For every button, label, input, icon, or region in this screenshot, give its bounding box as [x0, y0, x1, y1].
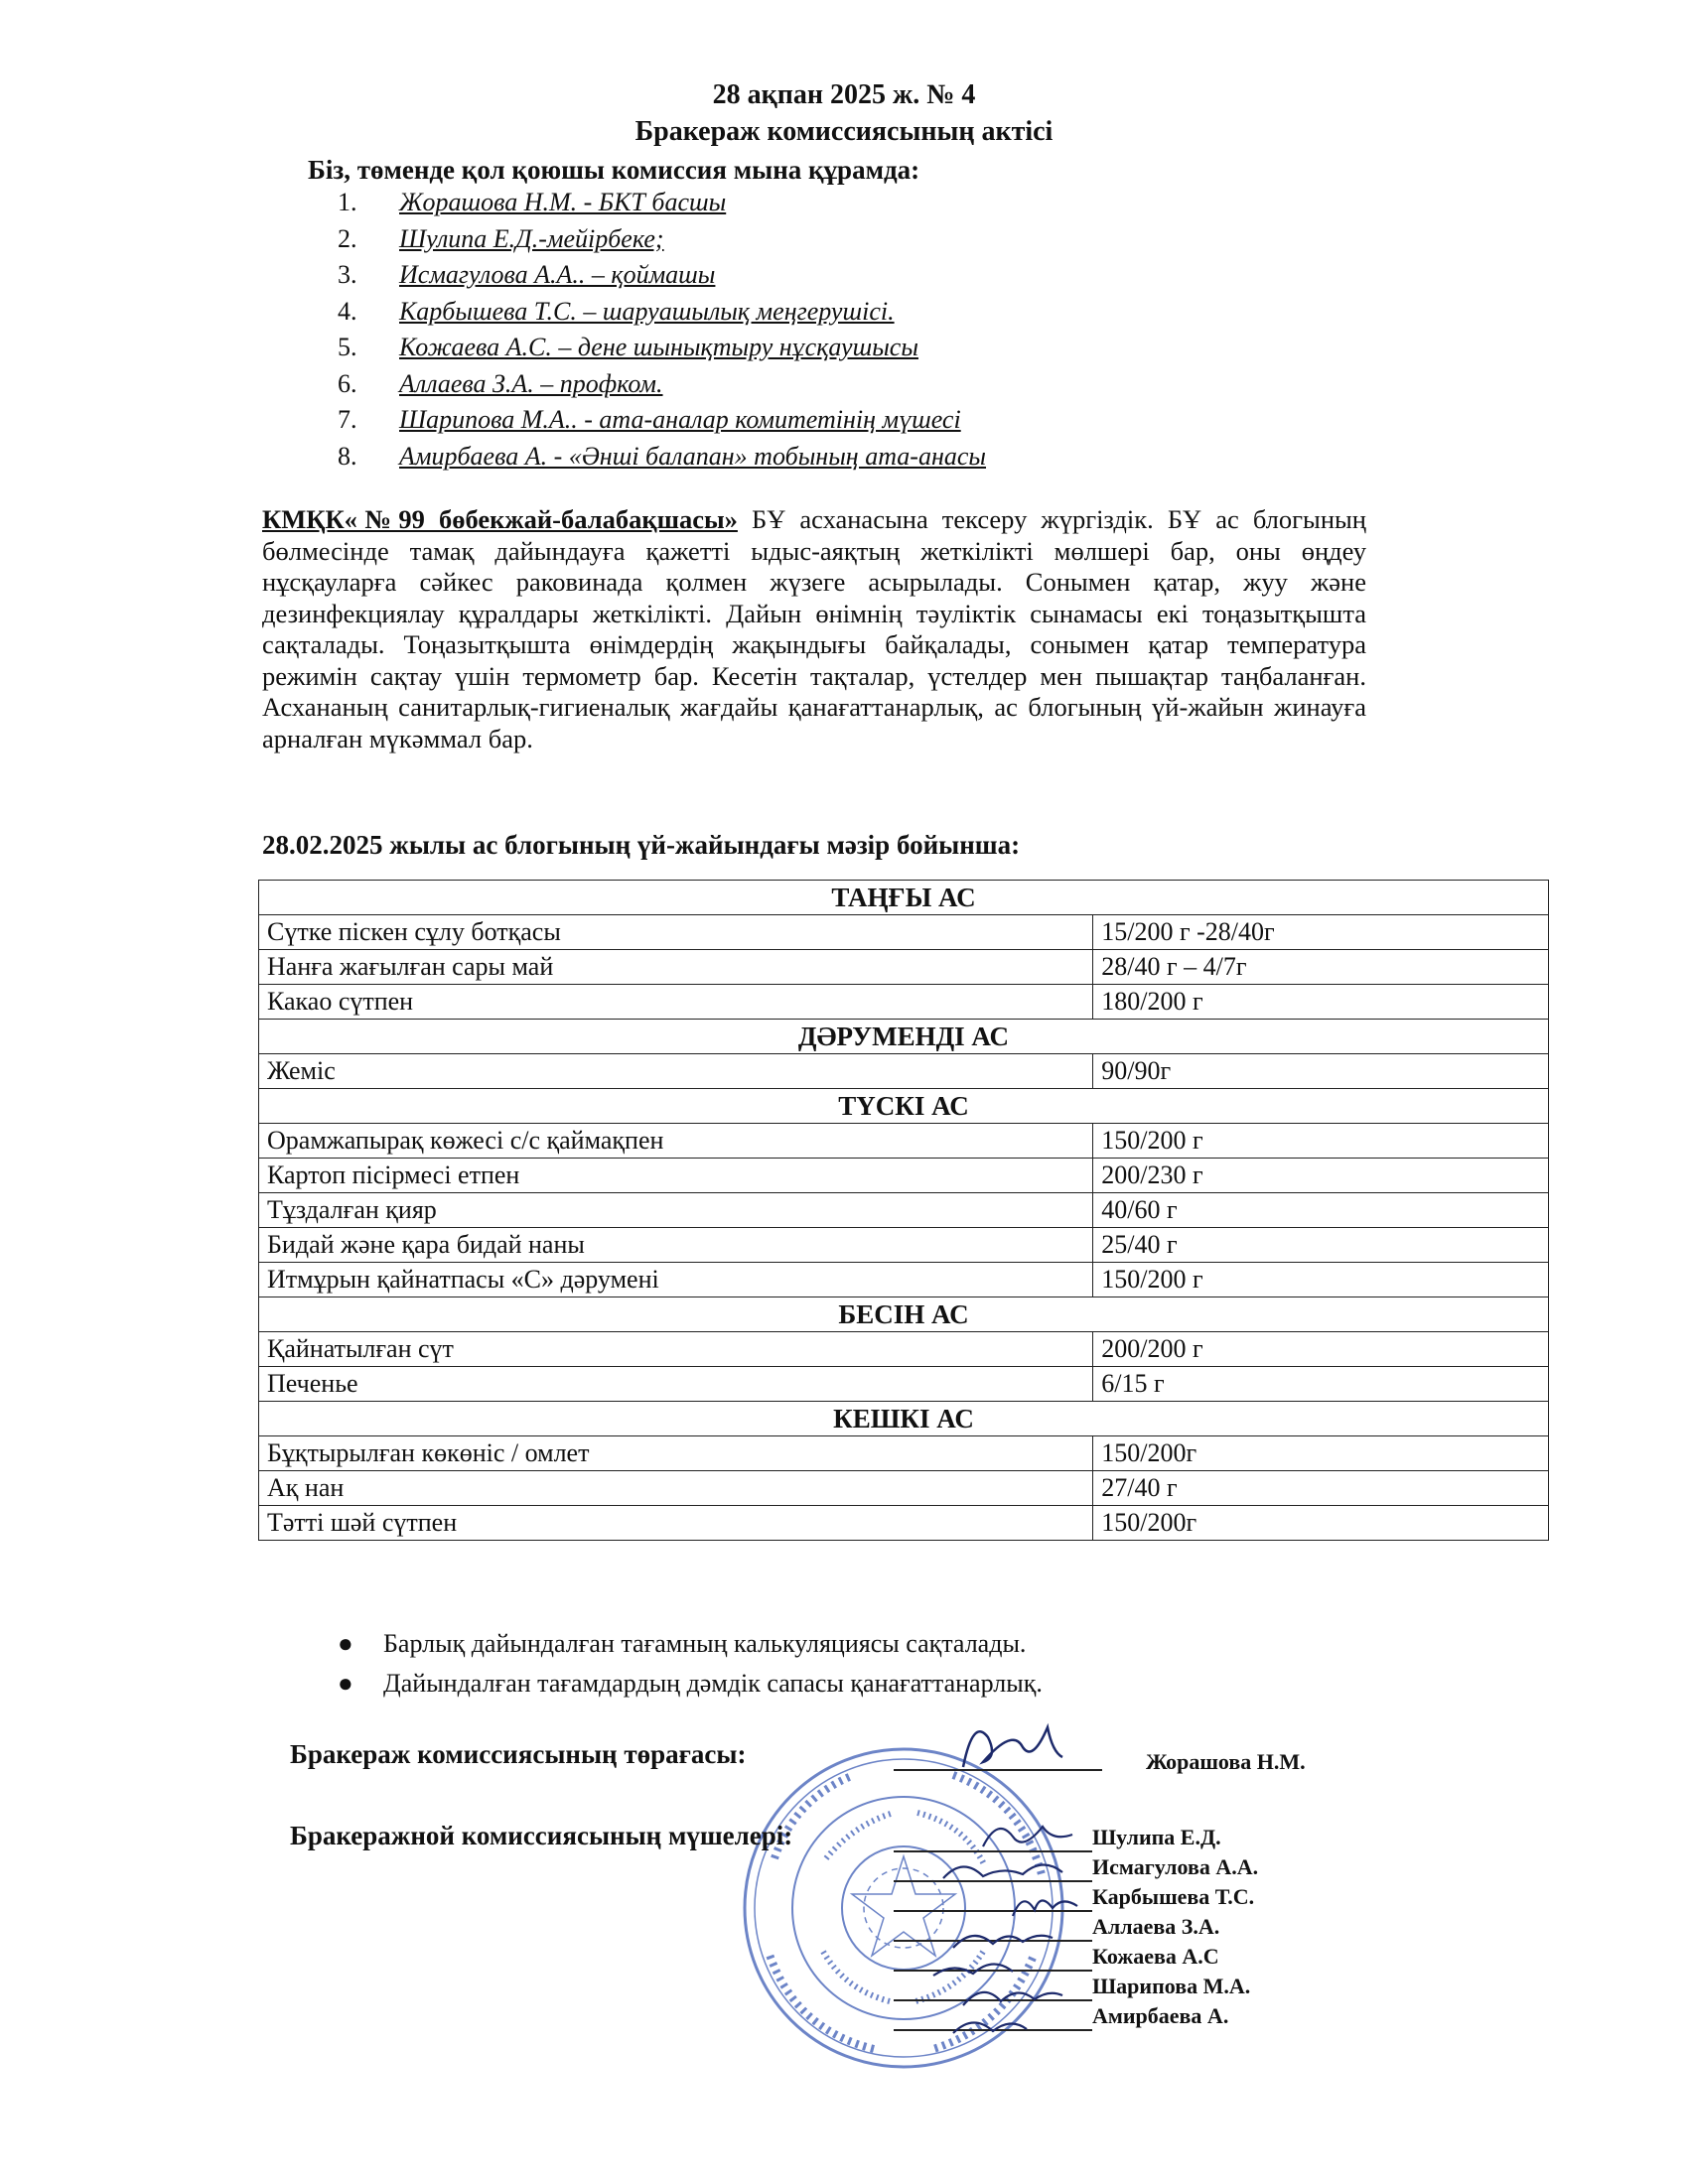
act-title: Бракераж комиссиясының актісі: [634, 116, 1054, 147]
member-signature-name: Аллаева З.А.: [1092, 1914, 1220, 1939]
member-text: Кожаева А.С. – дене шынықтыру нұсқаушысы: [399, 333, 918, 361]
chair-signature-icon: [953, 1707, 1072, 1787]
dish-portion: 90/90г: [1093, 1054, 1549, 1089]
member-item: [338, 439, 986, 476]
dish-name: Ақ нан: [259, 1471, 1093, 1506]
inspection-text: БҰ асханасына тексеру жүргіздік. БҰ ас блогының бөлмесінде тамақ дайындауға қажетті ыдыс-аяқтың жеткілікті мөлшері бар, оны өңдеу нұсқауларға сәйкес раковинада қолмен жүзеге асырылады. Сонымен қатар, жуу және дезинфекциялау құралдары жеткілікті. Дайын өнімнің тәуліктік сынамасы екі тоңазытқышта сақталады. Тоңазытқышта өнімдердің жақындығы байқалады, сонымен қатар температура режимін сақтау үшін термометр бар. Кесетін тақталар, үстелдер мен пышақтар таңбаланған. Асхананың санитарлық-гигиеналық жағдайы қанағаттанарлық, ас блогының үй-жайын жинауға арналған мүкәммал бар.: [262, 504, 1366, 753]
member-signature-name: Шарипова М.А.: [1092, 1974, 1251, 1998]
table-row: [259, 1436, 1549, 1471]
dish-name: Картоп пісірмесі етпен: [259, 1159, 1093, 1193]
note-text: Дайындалған тағамдардың дәмдік сапасы қанағаттанарлық.: [383, 1669, 1043, 1698]
dish-portion: 150/200г: [1093, 1506, 1549, 1541]
dish-name: Орамжапырақ көжесі с/с қаймақпен: [259, 1124, 1093, 1159]
section-vitamin: ДӘРУМЕНДІ АС: [259, 1020, 1549, 1054]
member-item: [338, 402, 986, 439]
member-number: 3.: [338, 260, 357, 289]
section-dinner: КЕШКІ АС: [259, 1402, 1549, 1436]
member-number: 5.: [338, 333, 357, 361]
member-signature-name: Кожаева А.С: [1092, 1944, 1219, 1969]
act-date-number: 28 ақпан 2025 ж. № 4: [712, 79, 976, 110]
dish-portion: 28/40 г – 4/7г: [1093, 950, 1549, 985]
member-number: 7.: [338, 405, 357, 434]
chair-name: Жорашова Н.М.: [1146, 1749, 1306, 1774]
list-item: [338, 1664, 1043, 1704]
section-lunch: ТҮСКІ АС: [259, 1089, 1549, 1124]
table-row: [259, 1054, 1549, 1089]
table-row: [259, 950, 1549, 985]
dish-portion: 25/40 г: [1093, 1228, 1549, 1263]
section-snack: БЕСІН АС: [259, 1297, 1549, 1332]
menu-heading: 28.02.2025 жылы ас блогының үй-жайындағы мәзір бойынша:: [262, 830, 1021, 860]
dish-portion: 27/40 г: [1093, 1471, 1549, 1506]
table-row: [259, 1367, 1549, 1402]
dish-name: Қайнатылған сүт: [259, 1332, 1093, 1367]
dish-name: Бұқтырылған көкөніс / омлет: [259, 1436, 1093, 1471]
member-text: Шарипова М.А.. - ата-аналар комитетінің мүшесі: [399, 405, 961, 434]
dish-name: Жеміс: [259, 1054, 1093, 1089]
section-breakfast: ТАҢҒЫ АС: [259, 881, 1549, 915]
table-row: [259, 1506, 1549, 1541]
inspection-paragraph: [262, 504, 1366, 754]
dish-name: Нанға жағылған сары май: [259, 950, 1093, 985]
member-signature-name: Шулипа Е.Д.: [1092, 1825, 1221, 1849]
member-signature-name: Карбышева Т.С.: [1092, 1884, 1255, 1909]
dish-name: Тәтті шәй сүтпен: [259, 1506, 1093, 1541]
list-item: [338, 1624, 1043, 1664]
chair-label: Бракераж комиссиясының төрағасы:: [290, 1739, 747, 1769]
table-row: [259, 1193, 1549, 1228]
member-item: [338, 294, 986, 331]
dish-name: Печенье: [259, 1367, 1093, 1402]
member-number: 6.: [338, 368, 357, 398]
member-item: [338, 221, 986, 258]
table-row: [259, 1228, 1549, 1263]
member-item: [338, 185, 986, 221]
member-text: Исмагулова А.А.. – қоймашы: [399, 260, 716, 289]
dish-name: Сүтке піскен сұлу ботқасы: [259, 915, 1093, 950]
note-text: Барлық дайындалған тағамның калькуляциясы сақталады.: [383, 1629, 1027, 1658]
dish-name: Итмұрын қайнатпасы «С» дәрумені: [259, 1263, 1093, 1297]
member-item: [338, 330, 986, 366]
member-text: Жорашова Н.М. - БКТ басшы: [399, 188, 727, 216]
member-signature-name: Исмагулова А.А.: [1092, 1854, 1259, 1879]
table-row: [259, 915, 1549, 950]
member-signatures-icon: [923, 1807, 1092, 2045]
table-row: [259, 1124, 1549, 1159]
table-row: [259, 1471, 1549, 1506]
member-text: Аллаева З.А. – профком.: [399, 368, 663, 398]
dish-portion: 150/200 г: [1093, 1124, 1549, 1159]
menu-table: [258, 880, 1549, 1541]
organization-name: КМҚК«№99 бөбекжай-балабақшасы»: [262, 504, 738, 534]
members-label: Бракеражной комиссиясының мүшелері:: [290, 1821, 793, 1850]
dish-portion: 200/200 г: [1093, 1332, 1549, 1367]
table-row: [259, 1159, 1549, 1193]
bullet-icon: ●: [338, 1669, 353, 1698]
dish-name: Бидай және қара бидай наны: [259, 1228, 1093, 1263]
member-item: [338, 257, 986, 294]
member-number: 8.: [338, 441, 357, 471]
dish-portion: 150/200 г: [1093, 1263, 1549, 1297]
member-text: Амирбаева А. - «Әнші балапан» тобының ата-анасы: [399, 441, 987, 471]
commission-members-list: [338, 185, 986, 475]
table-row: [259, 1263, 1549, 1297]
dish-portion: 150/200г: [1093, 1436, 1549, 1471]
member-text: Шулипа Е.Д.-мейірбеке;: [399, 223, 664, 253]
dish-name: Какао сүтпен: [259, 985, 1093, 1020]
table-row: [259, 985, 1549, 1020]
dish-portion: 15/200 г -28/40г: [1093, 915, 1549, 950]
dish-portion: 200/230 г: [1093, 1159, 1549, 1193]
member-signature-name: Амирбаева А.: [1092, 2003, 1229, 2028]
notes-list: [338, 1624, 1043, 1704]
member-item: [338, 366, 986, 403]
member-text: Карбышева Т.С. – шаруашылық меңгерушісі.: [399, 296, 895, 326]
member-number: 1.: [338, 188, 357, 216]
bullet-icon: ●: [338, 1629, 353, 1658]
member-number: 4.: [338, 296, 357, 326]
intro-text: Біз, төменде қол қоюшы комиссия мына құрамда:: [308, 155, 920, 185]
member-number: 2.: [338, 223, 357, 253]
dish-portion: 40/60 г: [1093, 1193, 1549, 1228]
dish-portion: 180/200 г: [1093, 985, 1549, 1020]
dish-portion: 6/15 г: [1093, 1367, 1549, 1402]
dish-name: Тұздалған қияр: [259, 1193, 1093, 1228]
table-row: [259, 1332, 1549, 1367]
